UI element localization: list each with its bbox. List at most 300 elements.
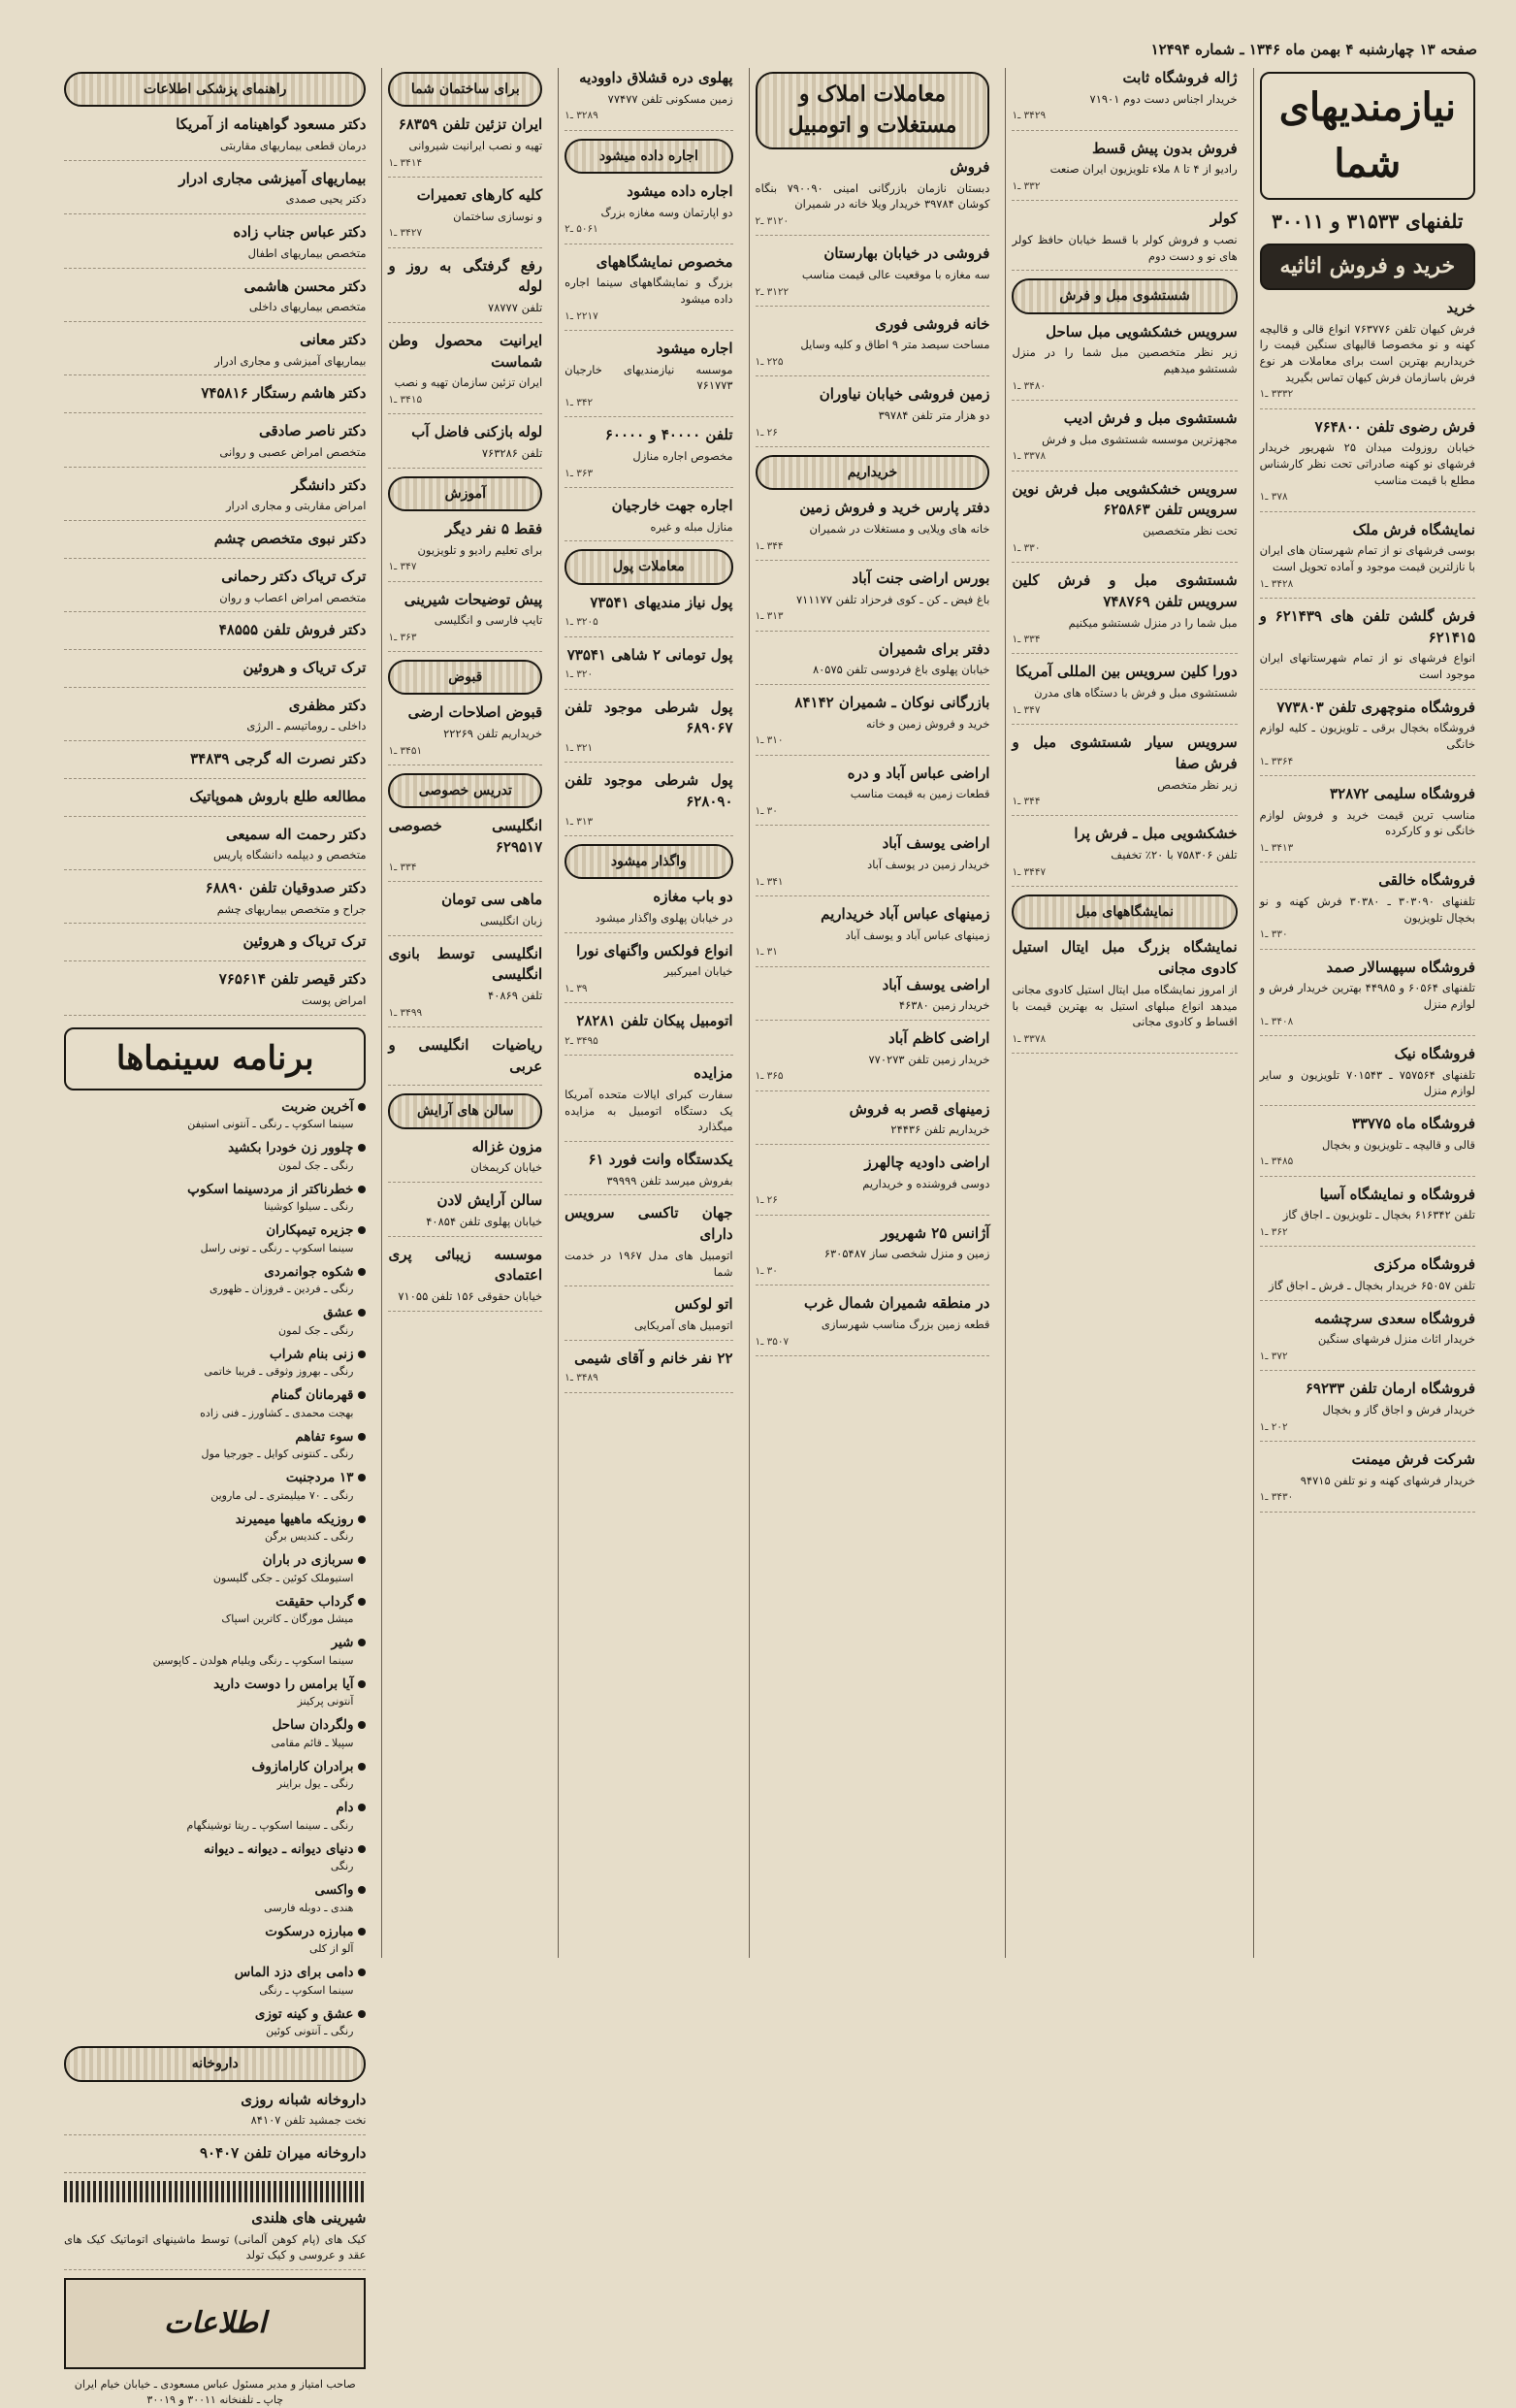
bullet-icon (358, 1515, 366, 1523)
classified-ad (64, 825, 366, 870)
section-title-private-tutoring: تدریس خصوصی (388, 773, 542, 808)
sweets-title: شیرینی های هلندی (251, 2208, 367, 2227)
ad-text: باغ فیض ـ کن ـ کوی فرحزاد تلفن ۷۱۱۱۷۷ (795, 592, 990, 606)
movie-details: سپیلا ـ قائم مقامی (271, 1736, 354, 1749)
classified-ad (64, 330, 366, 375)
classified-ad (388, 1137, 542, 1183)
classified-ad (388, 1190, 542, 1236)
movie-listing (64, 1964, 366, 1999)
movie-details: میشل مورگان ـ کاترین اسپاک (221, 1612, 354, 1626)
ad-text: زیر نظر متخصص (1157, 777, 1238, 792)
movie-details: رنگی ـ جک لمون (278, 1158, 354, 1172)
ad-code: ۳۱ ـ۱ (755, 946, 778, 959)
column-rentals (558, 68, 738, 1958)
classified-ad (756, 498, 990, 561)
classified-ad (1260, 698, 1475, 776)
ad-code: ۳۴۱۵ ـ۱ (388, 393, 423, 406)
classified-ad (388, 519, 542, 582)
movie-listing (64, 1799, 366, 1834)
ad-code: ۳۴۲۸ ـ۱ (1259, 577, 1294, 590)
ad-code: ۳۳۴ ـ۱ (388, 861, 417, 873)
classified-ad (1012, 209, 1237, 271)
col1-ads (1260, 298, 1475, 1513)
classified-ad (756, 244, 990, 307)
movie-body (153, 1634, 354, 1669)
ad-title: اتو لوکس (674, 1295, 733, 1314)
ad-code: ۳۳۶۴ ـ۱ (1259, 755, 1294, 767)
classified-ad (64, 421, 366, 467)
real-estate-banner: معاملات املاک و مستغلات و اتومبیل (756, 72, 990, 149)
classified-ad (756, 314, 990, 377)
ad-title: بورس اراضی جنت آباد (852, 569, 990, 587)
ad-title: دکتر عباس جناب زاده (233, 223, 367, 242)
movie-title: سربازی در باران (262, 1552, 354, 1569)
movie-listing (64, 1676, 366, 1710)
ad-code: ۳۳۰ ـ۱ (1259, 928, 1288, 941)
col4-ads-b (564, 181, 732, 541)
movie-listing (64, 1221, 366, 1256)
ad-title: دکتر معانی (300, 330, 367, 348)
classified-ad (64, 2090, 366, 2135)
ad-code: ۳۴۱۳ ـ۱ (1259, 842, 1294, 855)
movie-body (210, 1469, 353, 1504)
page-header: صفحه ۱۳ چهارشنبه ۴ بهمن ماه ۱۳۴۶ ـ شماره ۱۲۴۹۴ (1150, 41, 1477, 58)
ad-code: ۳۳۴ ـ۱ (1012, 634, 1041, 646)
ad-code: ۳۹ ـ۱ (564, 983, 588, 995)
movie-details: رنگی ـ ۷۰ میلیمتری ـ لی ماروین (210, 1488, 354, 1502)
ad-text: دو هزار متر تلفن ۳۹۷۸۴ (878, 408, 990, 423)
movie-title: برادران کارامازوف (251, 1758, 354, 1774)
col3-ads-b (756, 498, 990, 1356)
classified-ad (64, 2143, 366, 2173)
column-building (381, 68, 548, 1958)
newspaper-logo: اطلاعات (64, 2278, 366, 2369)
movie-body (201, 1221, 354, 1256)
movie-body (236, 1511, 354, 1546)
classified-ad (564, 1349, 732, 1393)
doctors-cinema-row (64, 68, 366, 1024)
ad-text: قطعه زمین بزرگ مناسب شهرسازی (821, 1318, 990, 1332)
ad-title: اجاره میشود (656, 339, 733, 357)
ad-code: ۳۴۹۵ ـ۲ (564, 1035, 598, 1048)
ad-title: خرید (1446, 298, 1475, 316)
ad-title: زمینهای قصر به فروش (849, 1099, 990, 1118)
classified-ad (564, 496, 732, 541)
ad-title: بازرگانی نوکان ـ شمیران ۸۴۱۴۲ (794, 694, 990, 712)
ad-title: فروشگاه سپهسالار صمد (1326, 958, 1475, 976)
ad-title: فروشگاه ارمان تلفن ۶۹۲۳۳ (1305, 1380, 1475, 1398)
ad-code: ۲۰۲ ـ۱ (1259, 1420, 1288, 1433)
movie-listing (64, 1593, 366, 1628)
classified-ad (756, 569, 990, 632)
ad-title: اراضی کاظم آباد (887, 1029, 990, 1047)
ad-title: خشکشویی مبل ـ فرش پرا (1074, 825, 1238, 843)
ad-text: تلفن ۷۵۸۳۰۶ با ۲۰٪ تخفیف (1111, 848, 1238, 862)
classified-ad (388, 590, 542, 653)
classified-ad (64, 277, 366, 322)
pharmacy-banner: داروخانه (64, 2046, 366, 2081)
bullet-icon (358, 1886, 366, 1894)
classifieds-banner: نیازمندیهای شما (1260, 72, 1475, 200)
section-title-washing: شستشوی مبل و فرش (1012, 278, 1237, 313)
classified-ad (756, 1153, 990, 1216)
columns (58, 68, 1481, 2406)
classified-ad (564, 941, 732, 1004)
classified-ad (564, 1294, 732, 1340)
movie-listing (64, 1304, 366, 1339)
ad-title: مطالعه طلع باروش هموپاتیک (189, 787, 367, 805)
ad-title: دفتر پارس خرید و فروش زمین (799, 499, 990, 517)
ad-title: دکتر مسعود گواهینامه از آمریکا (176, 115, 367, 134)
classified-ad (756, 384, 990, 447)
ad-code: ۳۱۳ ـ۱ (564, 815, 594, 828)
ad-code: ۳۴۹۹ ـ۱ (388, 1006, 423, 1019)
doctors-banner: راهنمای پزشکی اطلاعات (64, 72, 366, 107)
ad-text: موسسه نیازمندیهای خارجیان ۷۶۱۷۷۳ (564, 362, 733, 393)
ad-code: ۳۴۴۷ ـ۱ (1012, 865, 1047, 878)
movie-details: سینما اسکوپ ـ رنگی ویلیام هولدن ـ کاپوسین (152, 1653, 354, 1667)
ad-title: ترک تریاک دکتر رحمانی (221, 567, 367, 585)
ad-code: ۳۴۲ ـ۱ (564, 396, 594, 408)
movie-body (228, 1139, 353, 1174)
ad-text: نخت جمشید تلفن ۸۴۱۰۷ (250, 2113, 367, 2128)
ad-code: ۳۶۳ ـ۱ (564, 467, 594, 479)
ad-code: ۳۴۲۷ ـ۱ (388, 227, 423, 240)
classified-ad (1260, 417, 1475, 512)
bullet-icon (358, 1350, 366, 1358)
classified-ad (1260, 1449, 1475, 1513)
col5-ads-a (388, 114, 542, 468)
ad-title: دو باب مغازه (653, 888, 733, 906)
classified-ad (64, 931, 366, 961)
ad-code: ۳۳۷۸ ـ۱ (1012, 1032, 1047, 1045)
ad-code: ۳۳۲ ـ۱ (1012, 180, 1041, 193)
classified-ad (564, 181, 732, 244)
col2-ads-c (1012, 937, 1237, 1054)
ad-title: خانه فروشی فوری (875, 314, 990, 333)
classified-ad (756, 904, 990, 967)
ad-code: ۳۷۲ ـ۱ (1259, 1350, 1288, 1363)
section-title-buying: خریداریم (756, 455, 990, 490)
bullet-icon (358, 1763, 366, 1771)
ad-code: ۳۶۲ ـ۱ (1259, 1226, 1288, 1239)
ad-text: در خیابان پهلوی واگذار میشود (595, 910, 733, 925)
ad-text: خرید و فروش زمین و خانه (866, 716, 990, 731)
ad-title: اراضی عباس آباد و دره (847, 764, 990, 782)
ad-title: دکتر ناصر صادقی (258, 422, 367, 440)
ad-title: فقط ۵ نفر دیگر (444, 519, 543, 537)
sweets-notice (64, 2208, 366, 2270)
movie-body (204, 1840, 353, 1875)
classified-ad (564, 252, 732, 331)
ad-text: خریدار اثاث منزل فرشهای سنگین (1317, 1332, 1475, 1347)
movie-body (235, 1964, 354, 1999)
movie-listing (64, 1758, 366, 1793)
movie-title: واکسی (314, 1882, 354, 1899)
classified-ad (1260, 1185, 1475, 1248)
movie-listing (64, 1139, 366, 1174)
ad-code: ۳۶۵ ـ۱ (755, 1070, 784, 1083)
movie-body (200, 1386, 353, 1421)
ad-title: فروشگاه منوچهری تلفن ۷۷۳۸۰۳ (1276, 698, 1475, 716)
bullet-icon (358, 1556, 366, 1564)
bullet-icon (358, 1226, 366, 1234)
movie-body (204, 1346, 353, 1381)
ad-code: ۳۰ ـ۱ (755, 1265, 778, 1278)
classified-ad (1012, 824, 1237, 887)
ad-text: بزرگ و نمایشگاههای سینما اجاره داده میشود (564, 276, 733, 306)
classified-ad (1260, 784, 1475, 862)
ad-title: دکتر دانشگر (291, 475, 367, 494)
ad-text: متخصص امراض اعصاب و روان (219, 590, 367, 604)
column-real-estate (749, 68, 996, 1958)
ad-code: ۳۳۳۲ ـ۱ (1259, 388, 1294, 401)
ad-title: مزایده (693, 1064, 733, 1083)
classified-ad (388, 185, 542, 248)
col2-ads-a (1012, 68, 1237, 271)
ad-text: امراض مقاربتی و مجاری ادرار (225, 499, 367, 513)
movie-listing (64, 1881, 366, 1916)
ad-title: فروش (950, 157, 990, 176)
classified-ad (1260, 1114, 1475, 1177)
movies-list (64, 1098, 366, 2040)
ad-title: قبوض اصلاحات ارضی (407, 703, 543, 722)
ad-title: فرش گلشن تلفن های ۶۲۱۴۳۹ و ۶۲۱۴۱۵ (1259, 606, 1476, 646)
col5-ads-d (388, 816, 542, 1086)
ad-text: سفارت کبرای ایالات متحده آمریکا یک دستگاه اتومبیل به مزایده میگذارد (564, 1088, 733, 1134)
classified-ad (64, 114, 366, 160)
ad-code: ۲۶ ـ۱ (755, 426, 778, 439)
movie-listing (64, 1386, 366, 1421)
publisher-footer: صاحب امتیاز و مدیر مسئول عباس مسعودی ـ خیابان خیام ایران چاپ ـ تلفنخانه ۳۰۰۱۱ و ۳۰۰۱۹ (74, 2377, 356, 2406)
ad-code: ۳۴۱ ـ۱ (755, 875, 784, 888)
ad-title: دکتر فروش تلفن ۴۸۵۵۵ (218, 621, 367, 639)
ad-code: ۳۱۲۰ ـ۲ (755, 214, 790, 227)
building-banner: برای ساختمان شما (388, 72, 542, 107)
classified-ad (388, 1035, 542, 1087)
bullet-icon (358, 1598, 366, 1606)
classified-ad (1260, 1254, 1475, 1300)
ad-title: دکتر مظفری (288, 696, 367, 714)
ad-title: دکتر قیصر تلفن ۷۶۵۶۱۴ (218, 970, 367, 989)
ad-title: انواع فولکس واگنهای نورا (576, 941, 733, 960)
movie-body (187, 1799, 354, 1834)
ad-text: خریدار فرش و اجاق گاز و بخچال (1322, 1403, 1475, 1417)
ad-title: یکدستگاه وانت فورد ۶۱ (588, 1151, 733, 1169)
movie-body (187, 1098, 353, 1133)
movie-details: رنگی ـ بهروز وثوقی ـ فریبا خاتمی (204, 1365, 354, 1379)
classified-ad (1012, 570, 1237, 654)
section-title-furniture-shows: نمایشگاههای مبل (1012, 895, 1237, 929)
ad-title: ریاضیات انگلیسی و عربی (388, 1035, 543, 1075)
classified-ad (564, 645, 732, 690)
ad-code: ۳۵۰۷ ـ۱ (755, 1335, 790, 1348)
movie-details: بهجت محمدی ـ کشاورز ـ فنی زاده (200, 1406, 354, 1419)
ad-text: مبل شما را در منزل شستشو میکنیم (1068, 615, 1238, 630)
ad-code: ۳۴۴ ـ۱ (1012, 796, 1041, 808)
ad-title: انگلیسی توسط بانوی انگلیسی (388, 944, 543, 984)
ad-text: دو اپارتمان وسه مغازه بزرگ (600, 205, 733, 219)
column-classifieds (1253, 68, 1481, 1958)
movie-title: دام (336, 1800, 354, 1816)
classified-ad (388, 890, 542, 935)
col5-ads-b (388, 519, 542, 652)
movie-details: رنگی ـ سینما اسکوپ ـ ریتا توشینگهام (186, 1818, 354, 1832)
bullet-icon (358, 1804, 366, 1811)
ad-text: سه مغازه با موقعیت عالی قیمت مناسب (801, 267, 990, 281)
col2-ads-b (1012, 322, 1237, 887)
ad-text: شستشوی مبل و فرش با دستگاه های مدرن (1034, 686, 1238, 700)
ad-text: خیابان حقوقی ۱۵۶ تلفن ۷۱۰۵۵ (398, 1289, 543, 1304)
classified-ad (64, 567, 366, 612)
ad-text: از امروز نمایشگاه مبل ایتال استیل کادوی مجانی میدهد انواع مبلهای استیل به بهترین قیمت با اقساط و کادوی مجانی (1012, 982, 1238, 1029)
movie-title: دنیای دیوانه ـ دیوانه ـ دیوانه (204, 1840, 354, 1857)
bullet-icon (358, 1268, 366, 1276)
ad-title: دکتر محسن هاشمی (243, 277, 367, 295)
movie-details: سینما اسکوپ ـ رنگی ـ تونی راسل (200, 1241, 354, 1254)
ad-text: خانه های ویلایی و مستغلات در شمیران (809, 522, 990, 537)
ad-text: فروشگاه بخچال برقی ـ تلویزیون ـ کلیه لوازم خانگی (1259, 721, 1475, 752)
ad-title: مخصوص نمایشگاههای (596, 252, 733, 271)
bullet-icon (358, 1845, 366, 1853)
classified-ad (388, 702, 542, 765)
ad-text: زبان انگلیسی (479, 913, 543, 927)
movie-body (210, 1263, 353, 1298)
ad-text: تلفن ۷۸۷۷۷ (488, 301, 543, 315)
movie-listing (64, 1923, 366, 1958)
ad-text: اتومبیل های آمریکایی (633, 1318, 733, 1333)
movie-details: رنگی ـ فردین ـ فروزان ـ ظهوری (210, 1283, 354, 1296)
ad-text: خیابان پهلوی باغ فردوسی تلفن ۸۰۵۷۵ (812, 663, 990, 677)
ad-text: قطعات زمین به قیمت مناسب (850, 787, 990, 801)
ad-title: فروشگاه سعدی سرچشمه (1313, 1309, 1475, 1327)
ad-text: خریدار زمین در یوسف آباد (867, 858, 990, 872)
ad-title: شستشوی مبل و فرش کلین سرویس تلفن ۷۴۸۷۶۹ (1012, 571, 1238, 610)
movie-details: رنگی (330, 1860, 354, 1873)
movie-title: مبارزه درسکوت (265, 1923, 354, 1939)
classified-ad (64, 696, 366, 741)
ad-title: فروشگاه سلیمی ۳۲۸۷۲ (1330, 785, 1475, 802)
movie-title: روزیکه ماهیها میمیرند (235, 1511, 354, 1527)
doctors-section (64, 68, 366, 1024)
ad-title: نمایشگاه فرش ملک (1352, 520, 1475, 538)
ad-code: ۳۲۰۵ ـ۱ (564, 616, 598, 629)
section-title-transfer: واگذار میشود (564, 844, 732, 879)
classified-ad (64, 529, 366, 559)
column-doctors-cinema (58, 68, 371, 2406)
classified-ad (564, 887, 732, 932)
movie-body (221, 1593, 353, 1628)
ad-title: ایرانیت محصول وطن شماست (388, 331, 543, 371)
classified-ad (1260, 1044, 1475, 1106)
ad-text: ایران تزئین سازمان تهیه و نصب (394, 375, 543, 390)
ad-text: تایپ فارسی و انگلیسی (434, 613, 543, 628)
classified-ad (388, 422, 542, 468)
ad-text: جراح و متخصص بیماریهای چشم (216, 901, 367, 916)
ad-title: مزون غزاله (471, 1137, 543, 1155)
ad-title: فروشی در خیابان بهارستان (823, 244, 990, 263)
ad-title: پول شرطی موجود تلفن ۶۲۸۰۹۰ (564, 771, 733, 810)
ad-text: خریدار زمین ۴۶۳۸۰ (898, 998, 990, 1013)
ad-code: ۳۴۰۸ ـ۱ (1259, 1015, 1294, 1027)
classified-ad (564, 425, 732, 488)
classified-ad (756, 157, 990, 236)
ad-code: ۳۴۵۱ ـ۱ (388, 744, 423, 757)
ad-title: تلفن ۴۰۰۰۰ و ۶۰۰۰۰ (604, 426, 733, 444)
ad-text: دکتر یحیی صمدی (285, 192, 367, 207)
classified-ad (564, 1011, 732, 1056)
ad-title: انگلیسی خصوصی ۶۲۹۵۱۷ (388, 817, 543, 857)
classified-ad (564, 593, 732, 637)
ad-text: خریدار اجناس دست دوم ۷۱۹۰۱ (1089, 91, 1238, 106)
movie-body (271, 1716, 353, 1751)
ad-title: سرویس سیار شستشوی مبل و فرش صفا (1012, 733, 1238, 772)
movie-listing (64, 1634, 366, 1669)
movie-body (278, 1304, 353, 1339)
movie-title: زنی بنام شراب (270, 1346, 354, 1362)
section-title-buy-sell: خرید و فروش اثاثیه (1260, 244, 1475, 290)
movie-listing (64, 1263, 366, 1298)
classified-ad (388, 331, 542, 414)
ad-title: ترک تریاک و هروئین (242, 658, 367, 676)
classified-ad (64, 878, 366, 924)
movie-title: جزیره تیمپکاران (266, 1222, 354, 1239)
movie-body (213, 1676, 353, 1710)
ad-text: داخلی ـ روماتیسم ـ الرژی (246, 719, 367, 733)
classified-ad (564, 1150, 732, 1195)
ad-text: دبستان نازمان بازرگانی امینی ۷۹۰۰۹۰ بنگاه کوشان ۳۹۷۸۴ خریدار ویلا خانه در شمیران (755, 180, 990, 212)
ad-text: اتومبیل های مدل ۱۹۶۷ در خدمت شما (564, 1248, 733, 1279)
classified-ad (756, 1223, 990, 1286)
movie-body (264, 1881, 353, 1916)
ad-title: ترک تریاک و هروئین (242, 932, 367, 951)
classified-ad (1012, 937, 1237, 1054)
classified-ad (64, 222, 366, 268)
classified-ad (1012, 322, 1237, 401)
ad-title: دکتر صدوقیان تلفن ۶۸۸۹۰ (205, 879, 367, 897)
ad-text: برای تعلیم رادیو و تلویزیون (417, 542, 543, 557)
classified-ad (64, 658, 366, 688)
ad-title: فروشگاه مرکزی (1373, 1255, 1475, 1274)
movie-title: دامی برای دزد الماس (234, 1965, 354, 1981)
ad-title: فروشگاه نیک (1394, 1044, 1475, 1062)
movie-body (213, 1551, 354, 1586)
ad-title: پول تومانی ۲ شاهی ۷۳۵۴۱ (566, 645, 733, 664)
ad-code: ۳۱۲۲ ـ۲ (755, 285, 790, 298)
ad-text: مجهزترین موسسه شستشوی مبل و فرش (1042, 432, 1238, 446)
classified-ad (756, 1293, 990, 1356)
movie-title: خطرناکتر از مردسینما اسکوپ (187, 1181, 354, 1197)
classified-ad (756, 1099, 990, 1145)
ad-title: داروخانه شبانه روزی (241, 2090, 367, 2108)
ad-code: ۳۱۳ ـ۱ (755, 610, 784, 623)
ad-text: خریدار فرشهای کهنه و نو تلفن ۹۴۷۱۵ (1300, 1473, 1475, 1487)
col4-ads-c (564, 593, 732, 836)
classified-ad (64, 749, 366, 779)
movie-title: آیا برامس را دوست دارید (213, 1676, 354, 1692)
movie-details: سینما اسکوپ ـ رنگی (259, 1983, 354, 1997)
movie-details: استیوملک کوئین ـ جکی گلیسون (212, 1571, 354, 1584)
movie-body (201, 1428, 353, 1463)
section-title-beauty-salons: سالن های آرایش (388, 1093, 542, 1128)
classified-ad (64, 169, 366, 214)
ad-title: بیماریهای آمیزشی مجاری ادرار (178, 169, 367, 187)
ad-text: قالی و قالیچه ـ تلویزیون و بخچال (1321, 1137, 1475, 1152)
bullet-icon (358, 2010, 366, 2018)
ad-title: شستشوی مبل و فرش ادیب (1063, 408, 1238, 427)
movie-listing (64, 1716, 366, 1751)
ad-code: ۳۴۱۴ ـ۱ (388, 156, 423, 169)
